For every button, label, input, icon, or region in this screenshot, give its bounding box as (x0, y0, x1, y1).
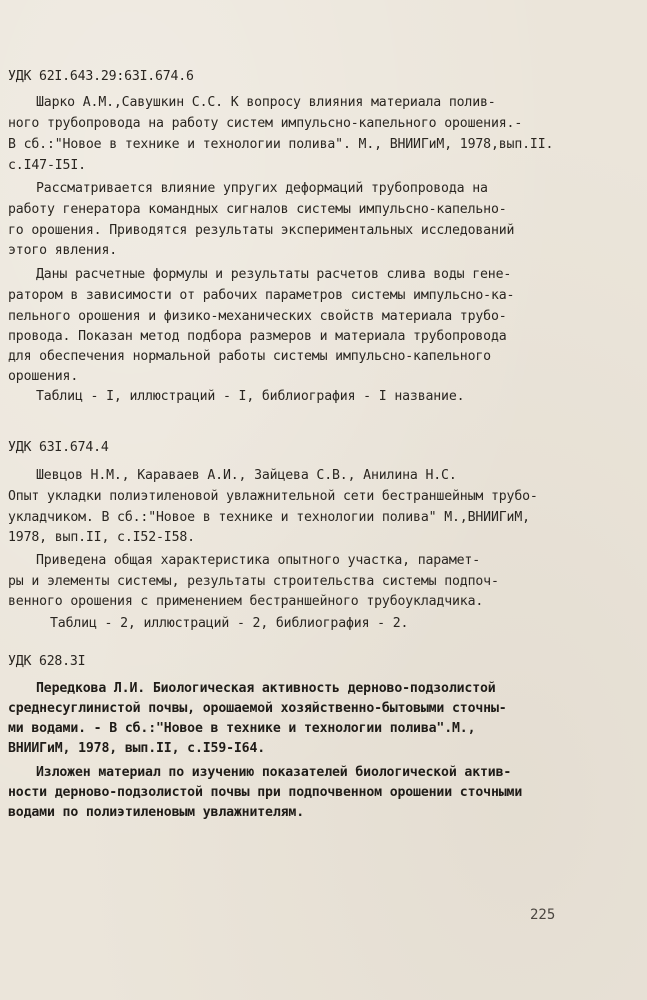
page-number: 225 (530, 907, 556, 923)
stats-line: Таблиц - 2, иллюстраций - 2, библиография - 2. (50, 616, 409, 631)
abstract-line: для обеспечения нормальной работы системы импульсно-капельного (8, 349, 491, 364)
citation-line: ВНИИГиМ, 1978, вып.II, с.I59-I64. (8, 741, 266, 756)
citation-line: Шарко А.М.,Савушкин С.С. К вопросу влияния материала полив- (36, 95, 496, 110)
citation-line: ного трубопровода на работу систем импульсно-капельного орошения.- (8, 116, 523, 131)
citation-line: Шевцов Н.М., Караваев А.И., Зайцева С.В., Анилина Н.С. (36, 468, 457, 483)
abstract-line: пельного орошения и физико-механических свойств материала трубо- (8, 309, 507, 324)
abstract-line: водами по полиэтиленовым увлажнителям. (8, 805, 305, 820)
abstract-line: провода. Показан метод подбора размеров и материала трубопровода (8, 329, 507, 344)
citation-line: 1978, вып.II, с.I52-I58. (8, 530, 195, 545)
abstract-line: го орошения. Приводятся результаты экспериментальных исследований (8, 223, 515, 238)
udc-code: УДК 62I.643.29:63I.674.6 (8, 69, 194, 84)
citation-line: с.I47-I5I. (8, 158, 86, 173)
abstract-line: Даны расчетные формулы и результаты расчетов слива воды гене- (36, 267, 512, 282)
abstract-line: ности дерново-подзолистой почвы при подпочвенном орошении сточными (8, 785, 523, 800)
abstract-line: Изложен материал по изучению показателей биологической актив- (36, 765, 512, 780)
abstract-line: орошения. (8, 369, 79, 384)
abstract-line: венного орошения с применением бестраншейного трубоукладчика. (8, 594, 484, 609)
abstract-line: работу генератора командных сигналов системы импульсно-капельно- (8, 202, 507, 217)
stats-line: Таблиц - I, иллюстраций - I, библиография - I название. (36, 389, 465, 404)
abstract-line: этого явления. (8, 243, 118, 258)
udc-code: УДК 63I.674.4 (8, 440, 109, 455)
abstract-line: Приведена общая характеристика опытного участка, парамет- (36, 553, 481, 568)
citation-line: ми водами. - В сб.:"Новое в технике и технологии полива".М., (8, 721, 476, 736)
abstract-line: Рассматривается влияние упругих деформаций трубопровода на (36, 181, 488, 196)
abstract-line: ры и элементы системы, результаты строительства системы подпоч- (8, 574, 499, 589)
citation-line: среднесуглинистой почвы, орошаемой хозяйственно-бытовыми сточны- (8, 701, 507, 716)
citation-line: Опыт укладки полиэтиленовой увлажнительной сети бестраншейным трубо- (8, 489, 538, 504)
abstract-line: ратором в зависимости от рабочих параметров системы импульсно-ка- (8, 288, 515, 303)
udc-code: УДК 628.3I (8, 654, 86, 669)
citation-line: укладчиком. В сб.:"Новое в технике и технологии полива" М.,ВНИИГиМ, (8, 510, 530, 525)
citation-line: В сб.:"Новое в технике и технологии полива". М., ВНИИГиМ, 1978,вып.II. (8, 137, 554, 152)
citation-line: Передкова Л.И. Биологическая активность дерново-подзолистой (36, 681, 496, 696)
